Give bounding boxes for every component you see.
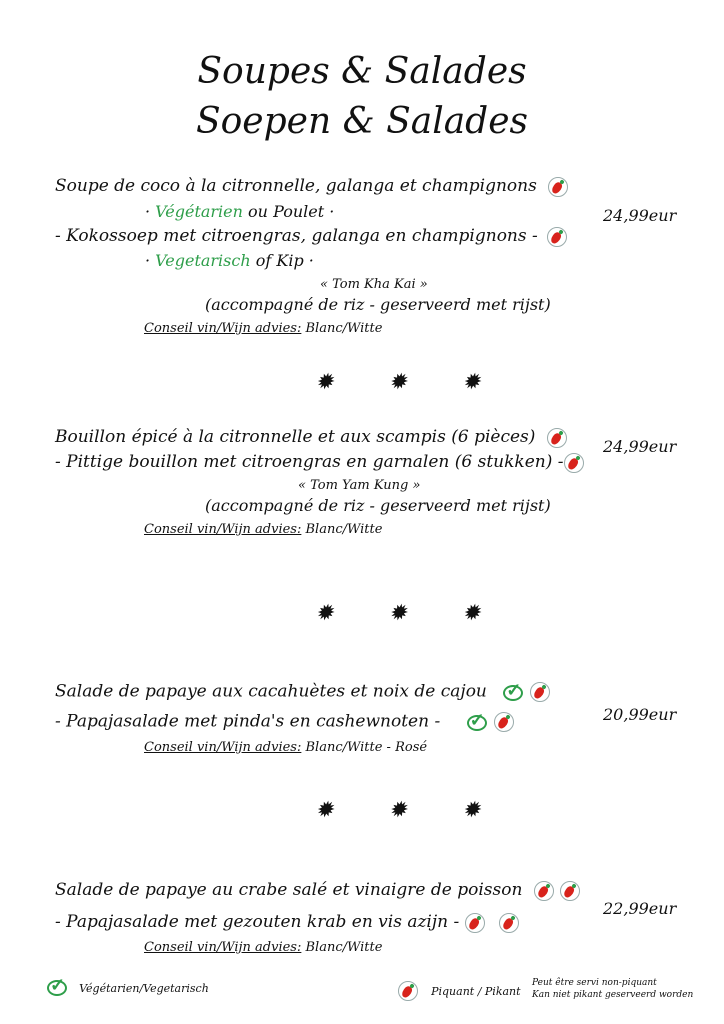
chili-pepper-icon xyxy=(499,913,519,933)
item4-price: 22,99eur xyxy=(603,899,677,918)
item1-options-nl: · Vegetarisch of Kip · xyxy=(145,251,314,270)
item2-name-nl: - Pittige bouillon met citroengras en garnalen (6 stukken) - xyxy=(55,452,584,473)
item1-options-fr: · Végétarien ou Poulet · xyxy=(145,202,335,221)
page-title-nl: Soepen & Salades xyxy=(195,101,529,142)
item2-rice-note: (accompagné de riz - geserveerd met rijst) xyxy=(205,496,551,515)
item1-name-fr: Soupe de coco à la citronnelle, galanga et champignons xyxy=(55,176,568,197)
legend-spicy: Piquant / Pikant xyxy=(398,980,521,1001)
item3-wine-advice: Conseil vin/Wijn advies: Blanc/Witte - Rosé xyxy=(144,740,428,755)
chili-pepper-icon xyxy=(534,881,554,901)
vegetarian-leaf-icon xyxy=(464,711,490,733)
separator-stars: ✹ ✹ ✹ xyxy=(315,370,505,395)
item2-wine-advice: Conseil vin/Wijn advies: Blanc/Witte xyxy=(144,522,383,537)
chili-pepper-icon xyxy=(564,453,584,473)
vegetarian-leaf-icon xyxy=(44,976,70,998)
item3-name-fr: Salade de papaye aux cacahuètes et noix de cajou ✓ xyxy=(55,681,550,703)
item1-rice-note: (accompagné de riz - geserveerd met rijst) xyxy=(205,295,551,314)
chili-pepper-icon xyxy=(547,227,567,247)
item4-name-nl: - Papajasalade met gezouten krab en vis azijn - xyxy=(55,912,519,933)
item1-wine-advice: Conseil vin/Wijn advies: Blanc/Witte xyxy=(144,321,383,336)
chili-pepper-icon xyxy=(398,981,418,1001)
item4-wine-advice: Conseil vin/Wijn advies: Blanc/Witte xyxy=(144,940,383,955)
item1-name-nl: - Kokossoep met citroengras, galanga en champignons - xyxy=(55,226,567,247)
item2-name-fr: Bouillon épicé à la citronnelle et aux scampis (6 pièces) xyxy=(55,427,567,448)
item3-price: 20,99eur xyxy=(603,705,677,724)
chili-pepper-icon xyxy=(560,881,580,901)
chili-pepper-icon xyxy=(530,682,550,702)
vegetarian-leaf-icon xyxy=(500,681,526,703)
chili-pepper-icon xyxy=(494,712,514,732)
item1-price: 24,99eur xyxy=(603,206,677,225)
item2-thai-name: « Tom Yam Kung » xyxy=(298,478,421,493)
item1-thai-name: « Tom Kha Kai » xyxy=(320,277,428,292)
legend-vegetarian: ✓ Végétarien/Vegetarisch xyxy=(44,976,209,998)
item4-name-fr: Salade de papaye au crabe salé et vinaigre de poisson xyxy=(55,880,580,901)
page-title-fr: Soupes & Salades xyxy=(197,51,527,92)
legend-non-spicy-note: Peut être servi non-piquant Kan niet pikant geserveerd worden xyxy=(532,978,694,1001)
chili-pepper-icon xyxy=(547,428,567,448)
separator-stars: ✹ ✹ ✹ xyxy=(315,798,505,823)
chili-pepper-icon xyxy=(548,177,568,197)
item2-price: 24,99eur xyxy=(603,437,677,456)
item3-name-nl: - Papajasalade met pinda's en cashewnoten - ✓ xyxy=(55,711,514,733)
chili-pepper-icon xyxy=(465,913,485,933)
separator-stars: ✹ ✹ ✹ xyxy=(315,601,505,626)
